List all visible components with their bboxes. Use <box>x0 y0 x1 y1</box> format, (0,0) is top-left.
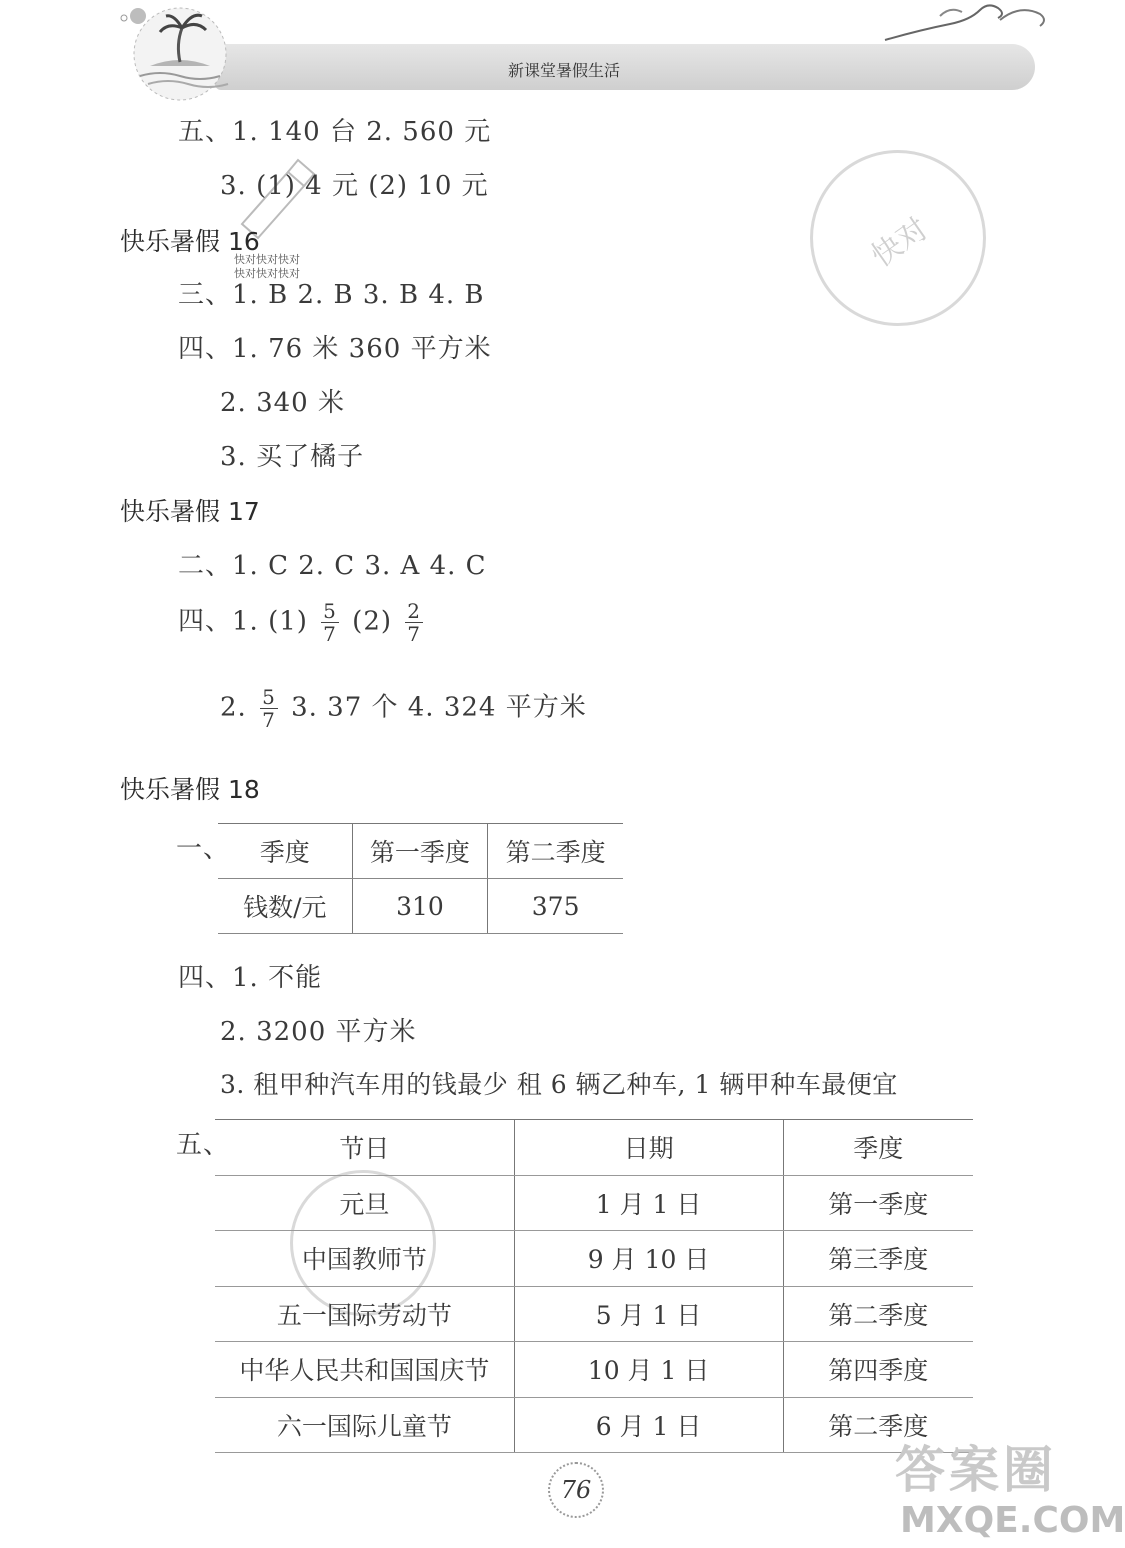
answer-17-er: 二、1. C 2. C 3. A 4. C <box>178 551 487 581</box>
table-row <box>218 879 623 934</box>
answer-18-yi-label: 一、 <box>176 834 231 864</box>
answer-18-si-2: 2. 3200 平方米 <box>220 1017 417 1047</box>
fraction-numerator: 5 <box>323 599 337 623</box>
table-row <box>215 1342 973 1398</box>
answer-17-si-2-prefix: 2. <box>220 692 247 723</box>
table-cell: 第一季度 <box>352 824 488 879</box>
fraction-5-7-b <box>260 686 278 731</box>
answer-18-si-3: 3. 租甲种汽车用的钱最少 租 6 辆乙种车, 1 辆甲种车最便宜 <box>220 1070 898 1099</box>
table-cell: 第三季度 <box>783 1231 973 1287</box>
table-row <box>215 1397 973 1453</box>
page-number-badge <box>548 1462 604 1518</box>
section-heading-18: 快乐暑假 18 <box>120 775 260 804</box>
table-cell: 第一季度 <box>783 1175 973 1231</box>
table-row <box>215 1286 973 1342</box>
fraction-denominator: 7 <box>323 622 337 646</box>
table-cell: 310 <box>352 879 488 934</box>
table-cell: 6 月 1 日 <box>514 1397 783 1453</box>
stamp-watermark-top <box>810 150 986 326</box>
answer-18-si-1: 四、1. 不能 <box>178 963 323 993</box>
answer-17-si-2 <box>220 686 587 731</box>
table-header-cell: 日期 <box>514 1120 783 1176</box>
site-watermark-url: MXQE.COM <box>900 1500 1125 1541</box>
site-watermark-logo: 答案圈 <box>895 1441 1057 1499</box>
table-cell: 钱数/元 <box>218 879 352 934</box>
fraction-numerator: 5 <box>262 685 276 709</box>
watermark-small-line-2: 快对快对快对 <box>234 267 300 280</box>
table-header-row <box>215 1120 973 1176</box>
fraction-denominator: 7 <box>262 708 276 732</box>
answer-17-si-1 <box>178 600 427 645</box>
palm-island-icon <box>110 4 250 104</box>
table-cell: 5 月 1 日 <box>514 1286 783 1342</box>
table-row <box>215 1231 973 1287</box>
table-cell: 1 月 1 日 <box>514 1175 783 1231</box>
quarter-money-table <box>218 823 623 934</box>
table-cell: 季度 <box>218 824 352 879</box>
table-cell: 六一国际儿童节 <box>215 1397 514 1453</box>
answer-16-si-2: 2. 340 米 <box>220 388 345 418</box>
table-cell: 中华人民共和国国庆节 <box>215 1342 514 1398</box>
header-title: 新课堂暑假生活 <box>508 61 621 80</box>
answer-wu-3: 3. (1) 4 元 (2) 10 元 <box>220 171 489 201</box>
header-band <box>215 44 1035 90</box>
page-number: 76 <box>560 1476 592 1504</box>
table-cell: 第二季度 <box>783 1286 973 1342</box>
table-cell: 10 月 1 日 <box>514 1342 783 1398</box>
table-row <box>215 1175 973 1231</box>
answer-18-wu-label: 五、 <box>176 1130 231 1160</box>
table-cell: 元旦 <box>215 1175 514 1231</box>
fraction-2-7 <box>405 600 423 645</box>
answer-16-si-3: 3. 买了橘子 <box>220 442 365 472</box>
festival-table <box>215 1119 973 1453</box>
answer-17-si-1-mid: (2) <box>352 606 393 637</box>
answer-17-si-2-rest: 3. 37 个 4. 324 平方米 <box>291 692 587 723</box>
table-cell: 第四季度 <box>783 1342 973 1398</box>
section-heading-17: 快乐暑假 17 <box>120 497 260 526</box>
table-header-cell: 季度 <box>783 1120 973 1176</box>
wave-swirl-icon <box>880 0 1060 48</box>
answer-16-si-1: 四、1. 76 米 360 平方米 <box>178 334 492 364</box>
answer-wu-1: 五、1. 140 台 2. 560 元 <box>178 117 492 147</box>
wave-ornament <box>880 0 1060 48</box>
answer-16-san: 三、1. B 2. B 3. B 4. B <box>178 280 485 310</box>
section-heading-16: 快乐暑假 16 <box>120 227 260 256</box>
fraction-numerator: 2 <box>407 599 422 623</box>
fraction-denominator: 7 <box>407 622 422 646</box>
table-cell: 中国教师节 <box>215 1231 514 1287</box>
island-logo <box>110 4 250 104</box>
stamp-brand: 快对 <box>865 211 935 275</box>
watermark-small-line-1: 快对快对快对 <box>234 253 300 266</box>
table-header-cell: 节日 <box>215 1120 514 1176</box>
fraction-5-7 <box>321 600 339 645</box>
table-row <box>218 824 623 879</box>
table-cell: 第二季度 <box>783 1397 973 1453</box>
answer-17-si-1-prefix: 四、1. (1) <box>178 606 308 637</box>
table-cell: 375 <box>488 879 623 934</box>
table-cell: 9 月 10 日 <box>514 1231 783 1287</box>
table-cell: 第二季度 <box>488 824 623 879</box>
table-cell: 五一国际劳动节 <box>215 1286 514 1342</box>
